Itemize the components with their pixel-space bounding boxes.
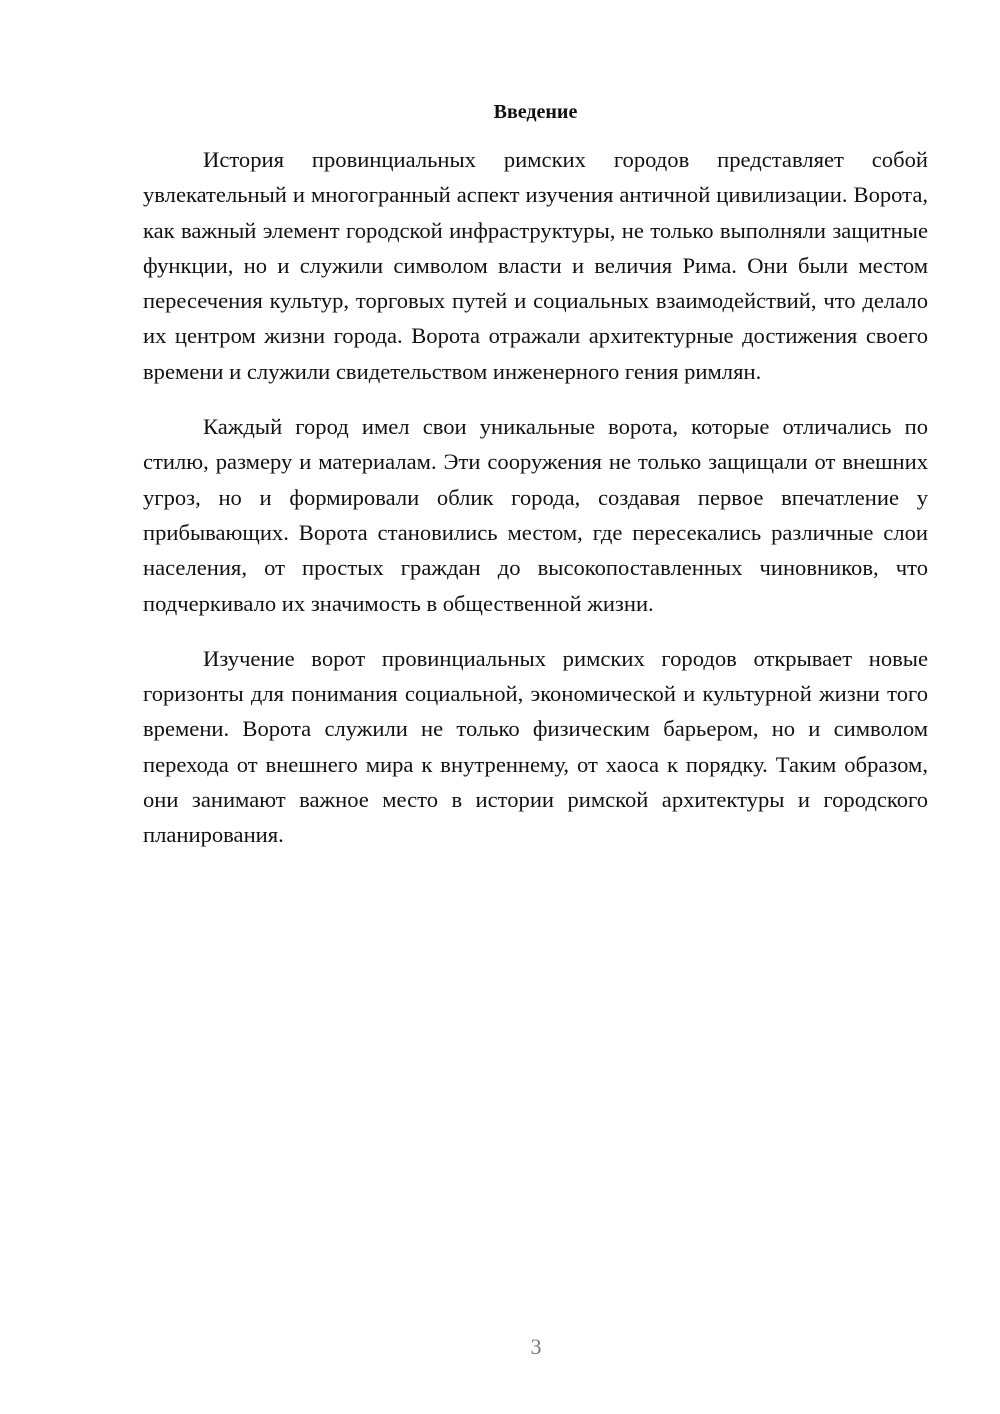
- page-number: 3: [530, 1334, 542, 1359]
- section-heading: Введение: [493, 101, 578, 123]
- paragraph-1: История провинциальных римских городов представляет собой увлекательный и многогранный аспект изучения античной цивилизации. Ворота, как важный элемент городской инфраструктуры, не только выполняли защитные функции, но и служили символом власти и величия Рима. Они были местом пересечения культур, торговых путей и социальных взаимодействий, что делало их центром жизни города. Ворота отражали архитектурные достижения своего времени и служили свидетельством инженерного гения римлян.: [143, 147, 928, 384]
- paragraph-2: Каждый город имел свои уникальные ворота, которые отличались по стилю, размеру и материалам. Эти сооружения не только защищали от внешних угроз, но и формировали облик города, создавая первое впечатление у прибывающих. Ворота становились местом, где пересекались различные слои населения, от простых граждан до высокопоставленных чиновников, что подчеркивало их значимость в общественной жизни.: [143, 414, 928, 616]
- body-text: [143, 142, 928, 873]
- paragraph-3: Изучение ворот провинциальных римских городов открывает новые горизонты для понимания социальной, экономической и культурной жизни того времени. Ворота служили не только физическим барьером, но и символом перехода от внешнего мира к внутреннему, от хаоса к порядку. Таким образом, они занимают важное место в истории римской архитектуры и городского планирования.: [143, 645, 928, 848]
